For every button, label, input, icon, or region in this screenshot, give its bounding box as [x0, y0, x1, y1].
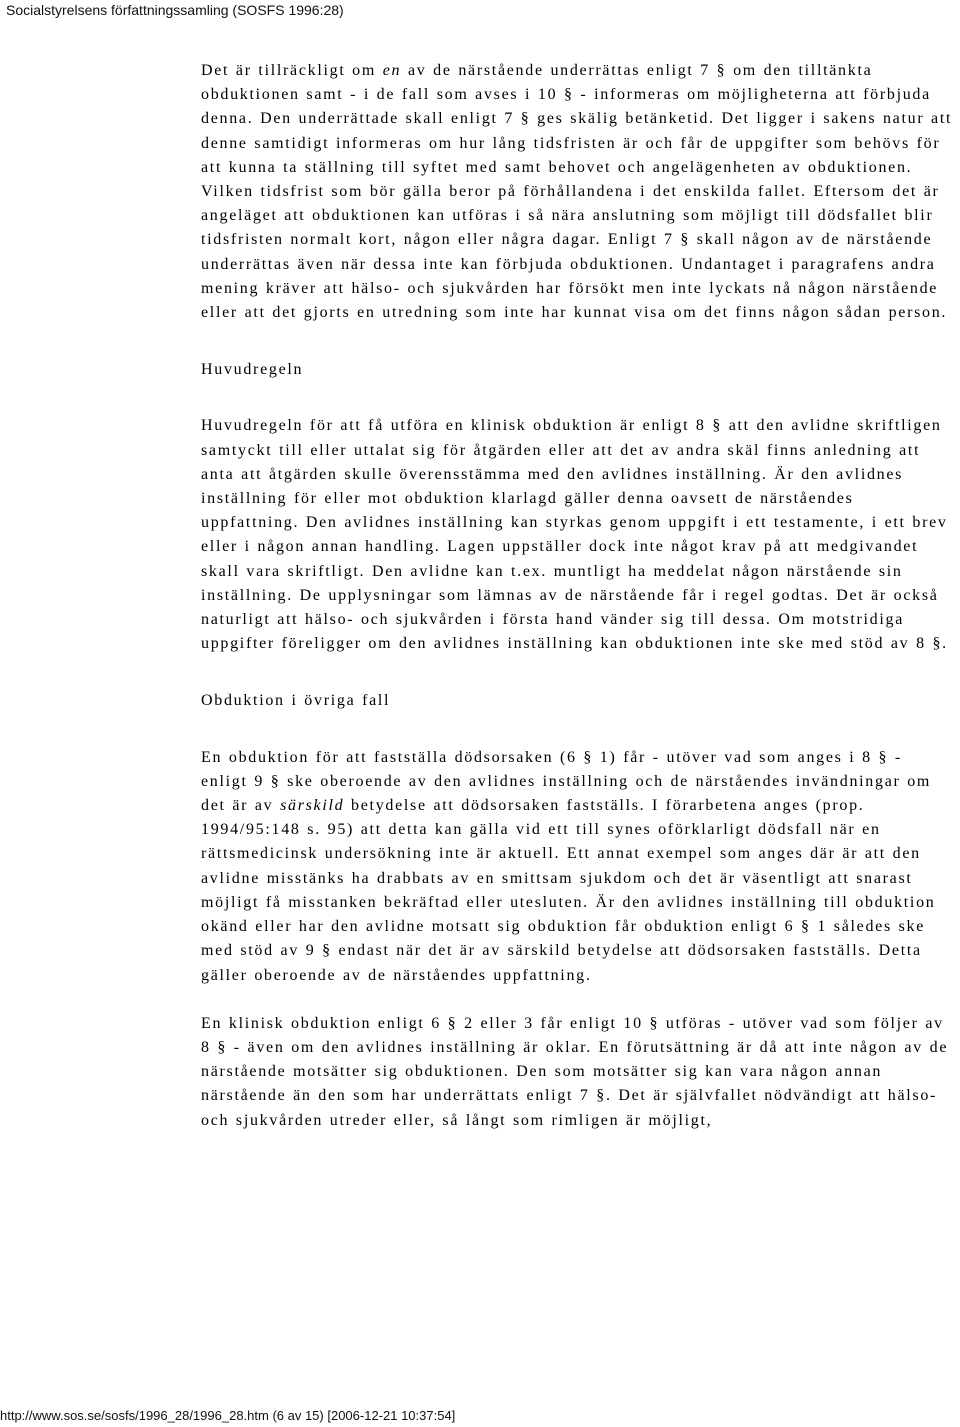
document-header-title: Socialstyrelsens författningssamling (SOSFS 1996:28)	[6, 2, 344, 18]
paragraph-text: Det är tillräckligt om	[201, 62, 383, 79]
paragraph-text: betydelse att dödsorsaken fastställs. I förarbetena anges (prop. 1994/95:148 s. 95) att detta kan gälla vid ett till synes oförklarligt dödsfall när en rättsmedicinsk undersökning inte är aktuell. Ett annat exempel som anges där är att den avlidne misstänks ha drabbats av en smittsam sjukdom och det är väsentligt att snarast möjligt få misstanken bekräftad eller utesluten. Är den avlidnes inställning till obduktion okänd eller har den avlidne motsatt sig obduktion får obduktion enligt 6 § 1 således ske med stöd av 9 § endast när det är av särskild betydelse att dödsorsaken fastställs. Detta gäller oberoende av de närståendes uppfattning.	[201, 797, 936, 984]
document-body	[201, 59, 953, 1157]
paragraph-ovriga-fall-2: En klinisk obduktion enligt 6 § 2 eller 3 får enligt 10 § utföras - utöver vad som följer av 8 § - även om den avlidnes inställning är oklar. En förutsättning är då att inte någon av de närstående motsätter sig obduktionen. Den som motsätter sig kan vara någon annan närstående än den som har underrättats enligt 7 §. Det är självfallet nödvändigt att hälso- och sjukvården utreder eller, så långt som rimligen är möjligt,	[201, 1014, 949, 1129]
document-footer-url: http://www.sos.se/sosfs/1996_28/1996_28.htm (6 av 15) [2006-12-21 10:37:54]	[0, 1408, 456, 1423]
paragraph-huvudregeln: Huvudregeln för att få utföra en klinisk obduktion är enligt 8 § att den avlidne skriftligen samtyckt till eller uttalat sig för åtgärden eller att det av andra skäl finns anledning att anta att åtgärden skulle överensstämma med den avlidnes inställning. Är den avlidnes inställning för eller mot obduktion klarlagd gäller denna oavsett de närståendes uppfattning. Den avlidnes inställning kan styrkas genom uppgift i ett testamente, i ett brev eller i någon annan handling. Lagen uppställer dock inte något krav på att medgivandet skall vara skriftligt. Den avlidne kan t.ex. muntligt ha meddelat någon närstående sin inställning. De upplysningar som lämnas av de närstående får i regel godtas. Det är också naturligt att hälso- och sjukvården i första hand vänder sig till dessa. Om motstridiga uppgifter föreligger om den avlidnes inställning kan obduktionen inte ske med stöd av 8 §.	[201, 417, 948, 653]
paragraph-text: av de närstående underrättas enligt 7 § om den tilltänkta obduktionen samt - i de fall som avses i 10 § - informeras om möjligheterna att förbjuda denna. Den underrättade skall enligt 7 § ges skälig betänketid. Det ligger i sakens natur att denne samtidigt informeras om hur lång tidsfristen är och får de uppgifter som behövs för att kunna ta ställning till syftet med samt behovet och angelägenheten av obduktionen. Vilken tidsfrist som bör gälla beror på förhållandena i det enskilda fallet. Eftersom det är angeläget att obduktionen kan utföras i så nära anslutning som möjligt till dödsfallet blir tidsfristen normalt kort, någon eller några dagar. Enligt 7 § skall någon av de närstående underrättas även när dessa inte kan förbjuda obduktionen. Undantaget i paragrafens andra mening kräver att hälso- och sjukvården har försökt men inte lyckats nå någon närstående eller att det gjorts en utredning som inte har kunnat visa om det finns någon sådan person.	[201, 62, 953, 322]
section-heading-huvudregeln: Huvudregeln	[201, 361, 304, 379]
paragraph-notification	[201, 59, 953, 325]
paragraph-text: En obduktion för att fastställa dödsorsaken (6 § 1) får - utöver vad som anges i 8 § - enligt 9 § ske oberoende av den avlidnes inställning och de närståendes invändningar om det är av	[201, 748, 932, 815]
paragraph-ovriga-fall-1	[201, 746, 953, 988]
emphasis-text: särskild	[280, 797, 345, 815]
section-heading-ovriga-fall: Obduktion i övriga fall	[201, 692, 391, 710]
emphasis-text: en	[382, 62, 402, 79]
